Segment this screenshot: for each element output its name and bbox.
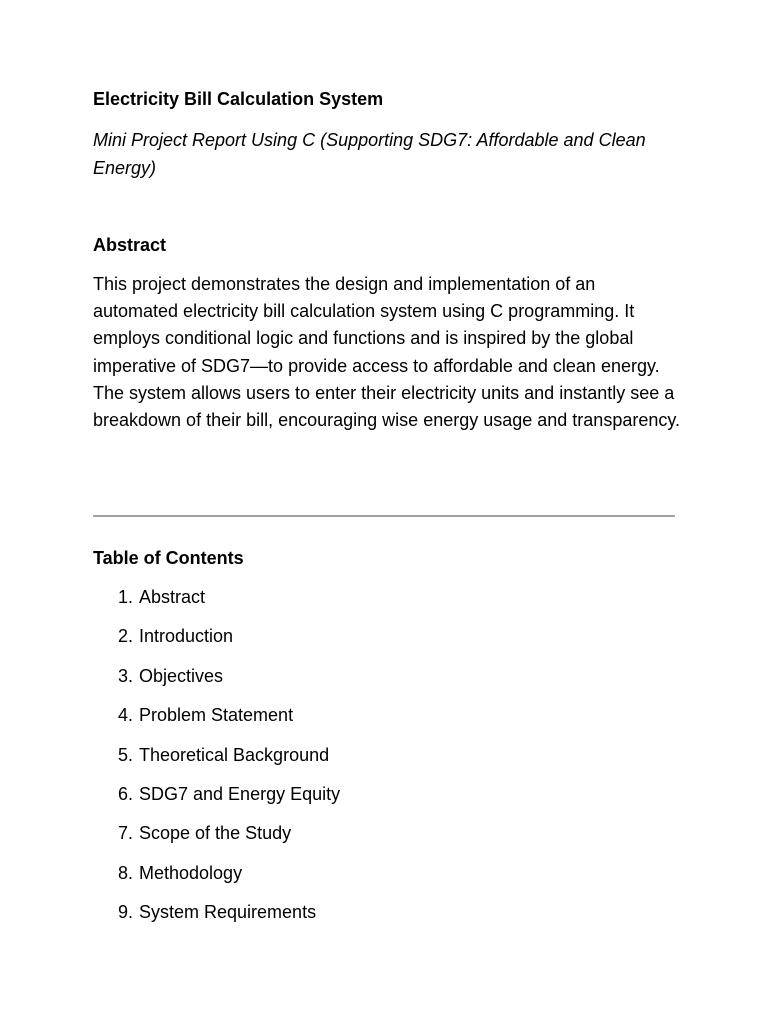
toc-item-number: 8. xyxy=(117,862,133,883)
section-divider xyxy=(93,515,675,517)
toc-item-number: 4. xyxy=(117,705,133,726)
toc-item-label: Scope of the Study xyxy=(139,823,292,844)
toc-heading: Table of Contents xyxy=(93,548,244,568)
abstract-heading: Abstract xyxy=(93,235,167,255)
toc-item-label: Methodology xyxy=(139,862,243,883)
toc-item-label: Problem Statement xyxy=(139,705,294,726)
toc-item-number: 6. xyxy=(117,783,133,804)
document-title: Electricity Bill Calculation System xyxy=(93,89,384,109)
toc-item-label: System Requirements xyxy=(139,902,317,923)
toc-item-number: 7. xyxy=(117,823,133,844)
toc-item-number: 3. xyxy=(117,665,133,686)
toc-item-number: 5. xyxy=(117,744,133,765)
toc-item-number: 2. xyxy=(117,626,133,647)
toc-item-label: Abstract xyxy=(139,587,206,607)
toc-item-label: Introduction xyxy=(139,626,234,647)
toc-item-number: 9. xyxy=(117,902,133,923)
toc-item-label: Theoretical Background xyxy=(139,744,330,765)
abstract-body: This project demonstrates the design and implementation of an automated electricity bill calculation system using C programming. It employs conditional logic and functions and is inspired by the global imperative of SDG7—to provide access to affordable and clean energy. The system allows users to enter their electricity units and instantly see a breakdown of their bill, encouraging wise energy usage and transparency. xyxy=(93,274,681,431)
toc-item-label: SDG7 and Energy Equity xyxy=(139,783,341,804)
toc-item-number: 1. xyxy=(117,587,133,607)
document-subtitle: Mini Project Report Using C (Supporting SDG7: Affordable and Clean Energy) xyxy=(93,130,646,178)
toc-item-label: Objectives xyxy=(139,665,224,686)
